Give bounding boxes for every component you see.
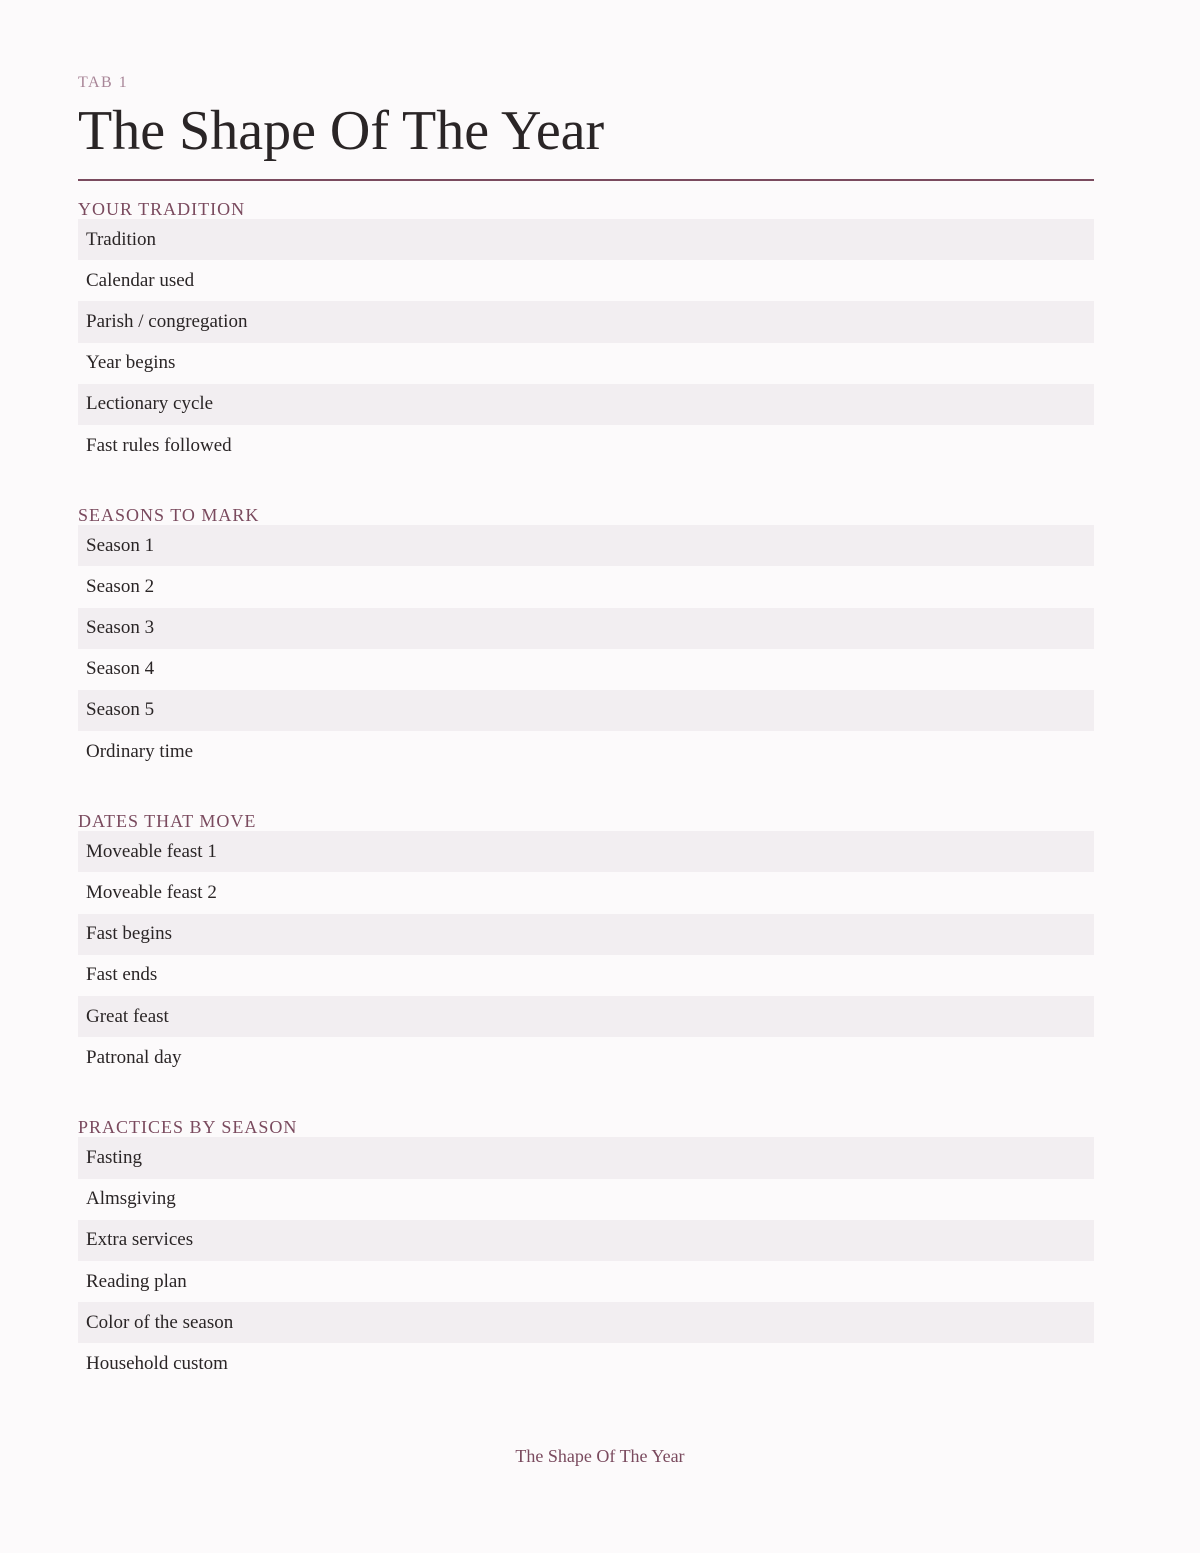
field-row-almsgiving[interactable] [78,1179,1094,1220]
field-label: Fast begins [86,923,173,945]
field-label: Season 3 [86,617,155,639]
field-label: Fast ends [86,964,158,986]
page-footer: The Shape Of The Year [515,1446,685,1466]
tab-label: TAB 1 [78,74,129,91]
field-row-season-3[interactable] [78,608,1094,649]
section-practices-by-season [78,1114,1094,1384]
field-label: Season 2 [86,575,155,597]
field-row-ordinary-time[interactable] [78,731,1094,772]
field-label: Calendar used [86,269,195,291]
title-divider [78,179,1094,181]
section-heading: YOUR TRADITION [78,199,246,219]
section-your-tradition [78,196,1094,466]
field-row-extra-services[interactable] [78,1220,1094,1261]
field-row-season-4[interactable] [78,649,1094,690]
section-seasons-to-mark [78,502,1094,772]
field-list [78,831,1094,1078]
field-row-parish-congregation[interactable] [78,301,1094,342]
field-label: Reading plan [86,1270,187,1292]
field-row-tradition[interactable] [78,219,1094,260]
field-label: Year begins [86,352,176,374]
field-row-fast-begins[interactable] [78,914,1094,955]
field-row-fast-ends[interactable] [78,955,1094,996]
section-heading: SEASONS TO MARK [78,505,260,526]
field-label: Extra services [86,1229,194,1251]
field-label: Patronal day [86,1046,182,1068]
field-row-moveable-feast-1[interactable] [78,831,1094,872]
field-label: Household custom [86,1352,228,1374]
field-label: Fasting [86,1146,142,1168]
sections [78,196,1094,1421]
field-row-household-custom[interactable] [78,1343,1094,1384]
field-row-season-1[interactable] [78,525,1094,566]
field-list [78,525,1094,772]
field-label: Color of the season [86,1311,234,1333]
field-label: Ordinary time [86,740,194,762]
page-title: The Shape Of The Year [78,100,605,162]
field-label: Parish / congregation [86,310,248,332]
field-label: Lectionary cycle [86,393,214,415]
field-label: Fast rules followed [86,434,232,456]
field-row-season-2[interactable] [78,566,1094,607]
field-label: Season 5 [86,699,155,721]
field-label: Moveable feast 2 [86,882,217,904]
field-label: Moveable feast 1 [86,840,217,862]
field-row-patronal-day[interactable] [78,1037,1094,1078]
field-row-reading-plan[interactable] [78,1261,1094,1302]
section-heading: PRACTICES BY SEASON [78,1117,298,1138]
field-list [78,219,1094,466]
field-row-great-feast[interactable] [78,996,1094,1037]
field-label: Almsgiving [86,1188,176,1210]
field-label: Great feast [86,1005,169,1027]
field-row-season-5[interactable] [78,690,1094,731]
field-row-lectionary-cycle[interactable] [78,384,1094,425]
field-row-moveable-feast-2[interactable] [78,872,1094,913]
section-heading: DATES THAT MOVE [78,811,257,832]
section-dates-that-move [78,808,1094,1078]
field-row-fasting[interactable] [78,1137,1094,1178]
field-label: Season 4 [86,658,155,680]
field-row-color-of-season[interactable] [78,1302,1094,1343]
field-row-fast-rules[interactable] [78,425,1094,466]
field-list [78,1137,1094,1384]
field-row-year-begins[interactable] [78,343,1094,384]
field-label: Tradition [86,228,157,250]
field-label: Season 1 [86,534,155,556]
field-row-calendar-used[interactable] [78,260,1094,301]
